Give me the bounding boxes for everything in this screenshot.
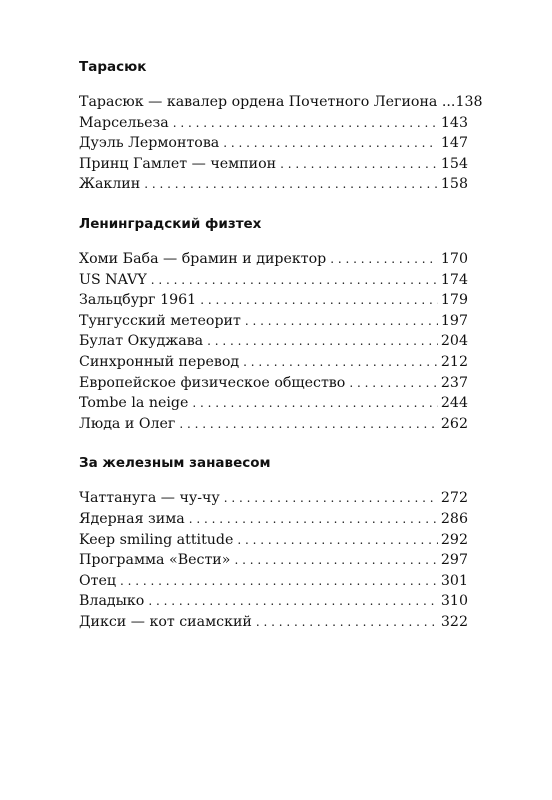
entry-title: Тунгусский метеорит — [79, 312, 241, 329]
entry-page-number: 297 — [440, 552, 468, 569]
entry-page-number: 170 — [440, 250, 468, 267]
entry-title: US NAVY — [79, 271, 147, 288]
toc-entry — [79, 249, 468, 270]
entry-page-number: 138 — [455, 94, 483, 110]
dot-leader — [223, 133, 438, 154]
dot-leader — [243, 352, 438, 373]
entry-page-number: 158 — [440, 176, 468, 193]
toc-entry — [79, 414, 468, 435]
dot-leader — [151, 270, 438, 291]
entry-page-number: 310 — [440, 593, 468, 610]
entry-page-number: 286 — [440, 510, 468, 527]
toc-entry — [79, 352, 468, 373]
table-of-contents — [79, 56, 483, 632]
entry-title: Программа «Вести» — [79, 552, 231, 569]
entry-page-number: 244 — [440, 395, 468, 412]
entry-title: Keep smiling attitude — [79, 531, 234, 548]
dot-leader — [330, 249, 438, 270]
dot-leader — [349, 373, 438, 394]
entry-title: Люда и Олег — [79, 415, 176, 432]
entry-title: Владыко — [79, 593, 145, 610]
entry-title: Жаклин — [79, 176, 141, 193]
dot-leader — [256, 612, 438, 633]
dot-leader — [192, 393, 438, 414]
dot-leader — [179, 414, 438, 435]
entry-title: Европейское физическое общество — [79, 374, 346, 391]
toc-entry — [79, 612, 468, 633]
toc-entry — [79, 331, 468, 352]
toc-entry — [79, 154, 468, 175]
toc-entry — [79, 571, 468, 592]
entry-list — [79, 488, 468, 632]
toc-entry — [79, 133, 468, 154]
entry-page-number: 262 — [440, 415, 468, 432]
toc-entry — [79, 550, 468, 571]
dot-leader — [207, 331, 438, 352]
entry-title: Зальцбург 1961 — [79, 292, 197, 309]
toc-entry — [79, 174, 468, 195]
entry-title: Отец — [79, 572, 116, 589]
entry-page-number: 147 — [440, 135, 468, 152]
entry-list — [79, 249, 468, 434]
toc-section — [79, 56, 483, 195]
dot-leader — [237, 530, 438, 551]
dot-leader — [148, 591, 438, 612]
toc-entry — [79, 393, 468, 414]
toc-entry — [79, 509, 468, 530]
entry-title: Принц Гамлет — чемпион — [79, 155, 277, 172]
dot-leader — [200, 290, 438, 311]
entry-page-number: 272 — [440, 490, 468, 507]
section-title: За железным занавесом — [79, 455, 271, 472]
entry-title: Tombe la neige — [79, 395, 189, 412]
toc-entry — [79, 488, 468, 509]
entry-page-number: 301 — [440, 572, 468, 589]
entry-list — [79, 92, 483, 195]
entry-page-number: 174 — [440, 271, 468, 288]
entry-title: Булат Окуджава — [79, 333, 204, 350]
entry-page-number: 237 — [440, 374, 468, 391]
dot-leader — [224, 488, 438, 509]
entry-page-number: 212 — [440, 353, 468, 370]
entry-title: Хоми Баба — брамин и директор — [79, 250, 327, 267]
toc-section — [79, 213, 468, 434]
entry-title: Дуэль Лермонтова — [79, 135, 220, 152]
toc-entry — [79, 530, 468, 551]
entry-page-number: 179 — [440, 292, 468, 309]
toc-entry — [79, 290, 468, 311]
entry-page-number: 143 — [440, 114, 468, 131]
dot-leader — [144, 174, 438, 195]
entry-title: Чаттануга — чу-чу — [79, 490, 220, 507]
section-title: Тарасюк — [79, 59, 147, 75]
dot-leader — [120, 571, 438, 592]
toc-entry — [79, 591, 468, 612]
entry-title: Дикси — кот сиамский — [79, 613, 252, 630]
toc-entry — [79, 270, 468, 291]
toc-entry — [79, 373, 468, 394]
entry-title: Тарасюк — кавалер ордена Почетного Легиона ... — [79, 94, 456, 110]
dot-leader — [189, 509, 438, 530]
toc-entry — [79, 113, 468, 134]
dot-leader — [280, 154, 438, 175]
entry-page-number: 292 — [440, 531, 468, 548]
dot-leader — [173, 113, 438, 134]
entry-title: Марсельеза — [79, 114, 169, 131]
entry-page-number: 154 — [440, 155, 468, 172]
dot-leader — [234, 550, 437, 571]
entry-title: Ядерная зима — [79, 510, 185, 527]
toc-entry — [79, 92, 483, 113]
entry-title: Синхронный перевод — [79, 353, 240, 370]
entry-page-number: 204 — [440, 333, 468, 350]
toc-section — [79, 452, 468, 632]
section-title: Ленинградский физтех — [79, 215, 262, 232]
entry-page-number: 197 — [440, 312, 468, 329]
toc-entry — [79, 311, 468, 332]
entry-page-number: 322 — [440, 613, 468, 630]
dot-leader — [245, 311, 438, 332]
